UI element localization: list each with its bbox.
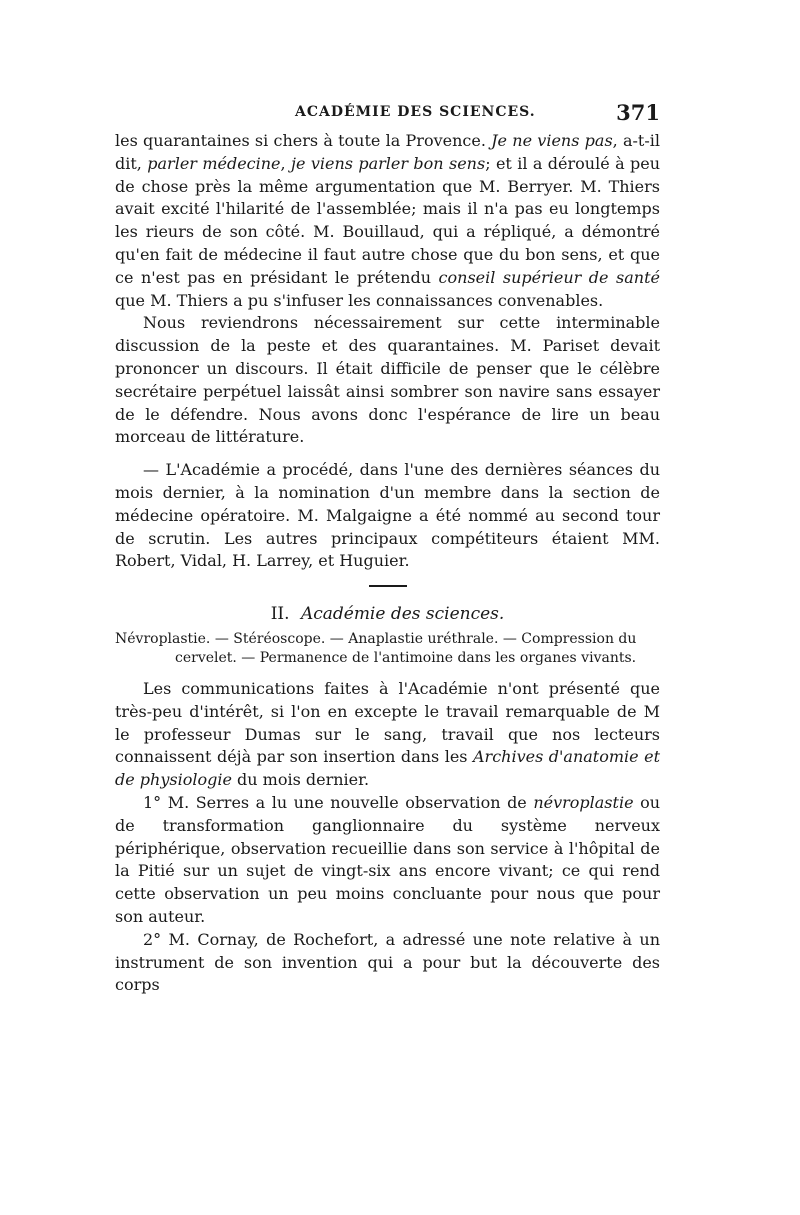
section-number: II.	[270, 604, 290, 625]
page-number: 371	[616, 100, 660, 125]
section-divider-rule	[369, 585, 407, 587]
section-heading	[115, 603, 660, 626]
paragraph-gap	[115, 449, 660, 459]
section-summary-line-1: Névroplastie. — Stéréoscope. — Anaplastie uréthrale. — Compression du	[115, 630, 637, 647]
body-text	[115, 130, 660, 997]
running-title: ACADÉMIE DES SCIENCES.	[295, 104, 536, 120]
text-run: ou de transformation ganglionnaire du système nerveux périphérique, observation recueillie dans son service à l'hôpital de la Pitié sur un sujet de vingt-six ans encore vivant; ce qui rend cette observation un peu moins concluante pour nous que pour son auteur.	[115, 792, 660, 926]
text-run: 2° M. Cornay, de Rochefort, a adressé une note relative à un instrument de son invention qui a pour but la découverte des corps	[115, 929, 660, 995]
section-summary-line-2: cervelet. — Permanence de l'antimoine dans les organes vivants.	[175, 649, 637, 666]
text-run: les quarantaines si chers à toute la Provence.	[115, 131, 492, 150]
italic-phrase: parler médecine	[147, 153, 281, 173]
text-run: Nous reviendrons nécessairement sur cette interminable discussion de la peste et des quarantaines. M. Pariset devait prononcer un discours. Il était difficile de penser que le célèbre secrétaire perpétuel laissât ainsi sombrer son navire sans essayer de le défendre. Nous avons donc l'espérance de lire un beau morceau de littérature.	[115, 313, 660, 447]
italic-phrase: névroplastie	[533, 792, 634, 812]
text-run: — L'Académie a procédé, dans l'une des dernières séances du mois dernier, à la nomination d'un membre dans la section de médecine opératoire. M. Malgaigne a été nommé au second tour de scrutin. Les autres principaux compétiteurs étaient MM. Robert, Vidal, H. Larrey, et Huguier.	[115, 460, 660, 571]
paragraphs-group-2	[115, 678, 660, 997]
text-run: Les communications faites à l'Académie n'ont présenté que très-peu d'intérêt, si l'on en excepte le travail remarquable de M le professeur Dumas sur le sang, travail que nos lecteurs connaissent déjà par son insertion dans les	[115, 678, 660, 767]
text-run: , a-t-il dit,	[115, 131, 660, 173]
paragraph-p4	[115, 678, 660, 792]
section-summary	[115, 630, 660, 668]
running-head	[115, 100, 660, 126]
text-run: ,	[280, 153, 292, 173]
paragraph-p3	[115, 459, 660, 573]
italic-phrase: je viens parler bon sens	[291, 153, 486, 173]
text-run: 1° M. Serres a lu une nouvelle observation de	[143, 792, 534, 812]
text-run: du mois dernier.	[231, 770, 370, 790]
italic-phrase: Archives d'anatomie et de physiologie	[115, 747, 661, 790]
section-title: Académie des sciences.	[300, 604, 505, 625]
italic-phrase: Je ne viens pas	[491, 131, 613, 150]
paragraph-p2	[115, 312, 660, 449]
text-run: ; et il a déroulé à peu de chose près la même argumentation que M. Berryer. M. Thiers avait excité l'hilarité de l'assemblée; mais il n'a pas eu longtemps les rieurs de son côté. M. Bouillaud, qui a répliqué, a démontré qu'en fait de médecine il faut autre chose que du bon sens, et que ce n'est pas en présidant le prétendu	[115, 153, 661, 287]
paragraph-p1	[115, 130, 660, 312]
text-run: que M. Thiers a pu s'infuser les connaissances convenables.	[115, 290, 604, 310]
paragraph-p6	[115, 929, 660, 997]
paragraphs-group-1	[115, 130, 660, 573]
paragraph-p5	[115, 792, 660, 929]
italic-phrase: conseil supérieur de santé	[438, 267, 660, 287]
